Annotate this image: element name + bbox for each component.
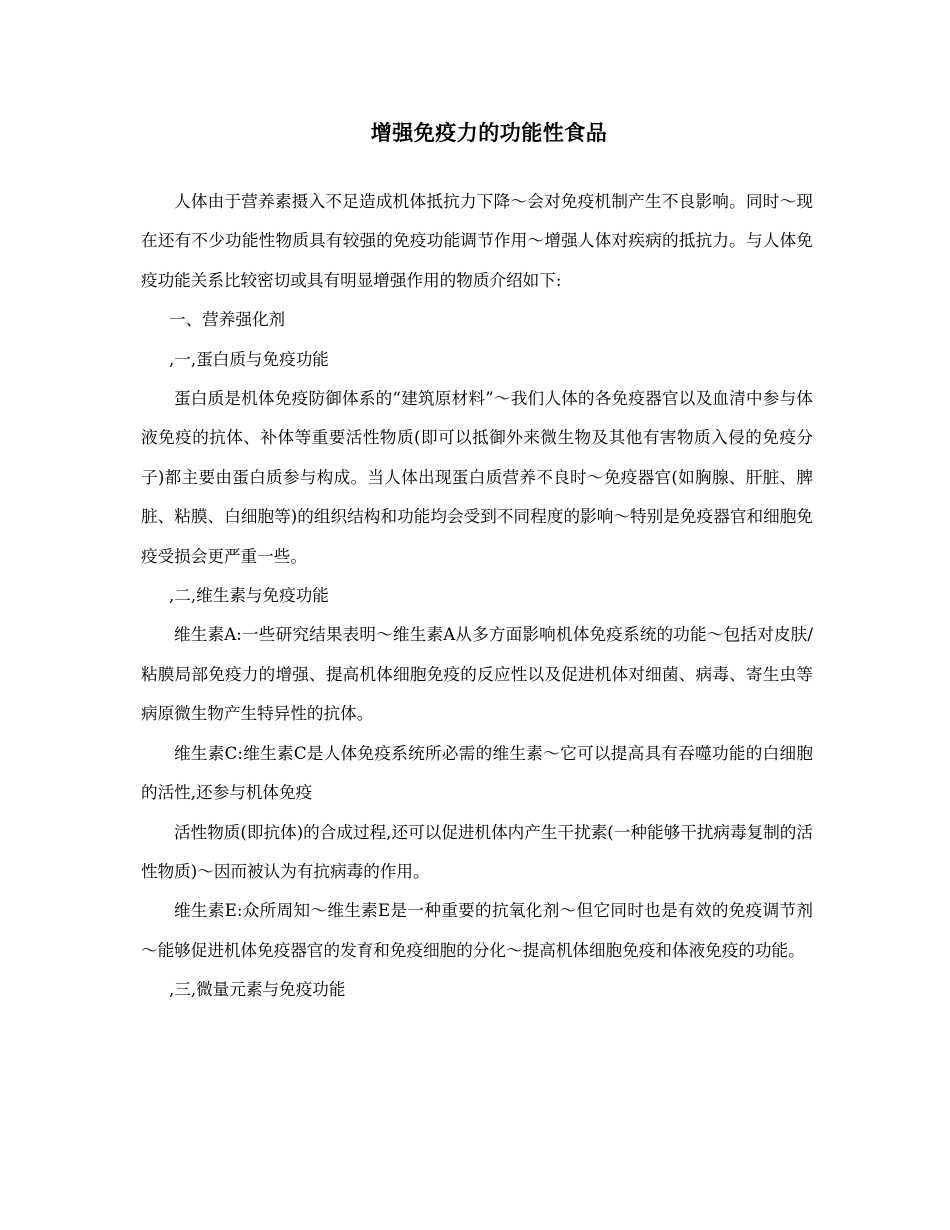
document-title: 增强免疫力的功能性食品 (370, 121, 608, 145)
intro-paragraph: 人体由于营养素摄入不足造成机体抵抗力下降～会对免疫机制产生不良影响。同时～现在还有不少功能性物质具有较强的免疫功能调节作用～增强人体对疾病的抵抗力。与人体免疫功能关系比较密切或具有明显增强作用的物质介绍如下: (141, 192, 813, 290)
subsection-heading-protein: ,一,蛋白质与免疫功能 (169, 349, 329, 369)
section-heading-nutrition-fortifiers: 一、营养强化剂 (169, 310, 286, 330)
vitamin-c-continued-paragraph: 活性物质(即抗体)的合成过程,还可以促进机体内产生干扰素(一种能够干扰病毒复制的活性物质)～因而被认为有抗病毒的作用。 (141, 822, 813, 881)
subsection-heading-trace-elements: ,三,微量元素与免疫功能 (169, 980, 346, 1000)
vitamin-a-paragraph: 维生素A:一些研究结果表明～维生素A从多方面影响机体免疫系统的功能～包括对皮肤/粘膜局部免疫力的增强、提高机体细胞免疫的反应性以及促进机体对细菌、病毒、寄生虫等病原微生物产生特异性的抗体。 (141, 625, 813, 724)
document-body (141, 182, 813, 1010)
subsection-heading-vitamins: ,二,维生素与免疫功能 (169, 586, 329, 606)
vitamin-c-paragraph: 维生素C:维生素C是人体免疫系统所必需的维生素～它可以提高具有吞噬功能的白细胞的活性,还参与机体免疫 (141, 743, 813, 803)
protein-paragraph: 蛋白质是机体免疫防御体系的“建筑原材料”～我们人体的各免疫器官以及血清中参与体液免疫的抗体、补体等重要活性物质(即可以抵御外来微生物及其他有害物质入侵的免疫分子)都主要由蛋白质参与构成。当人体出现蛋白质营养不良时～免疫器官(如胸腺、肝脏、脾脏、粘膜、白细胞等)的组织结构和功能均会受到不同程度的影响～特别是免疫器官和细胞免疫受损会更严重一些。 (141, 389, 813, 566)
vitamin-e-paragraph: 维生素E:众所周知～维生素E是一种重要的抗氧化剂～但它同时也是有效的免疫调节剂～能够促进机体免疫器官的发育和免疫细胞的分化～提高机体细胞免疫和体液免疫的功能。 (141, 901, 813, 960)
